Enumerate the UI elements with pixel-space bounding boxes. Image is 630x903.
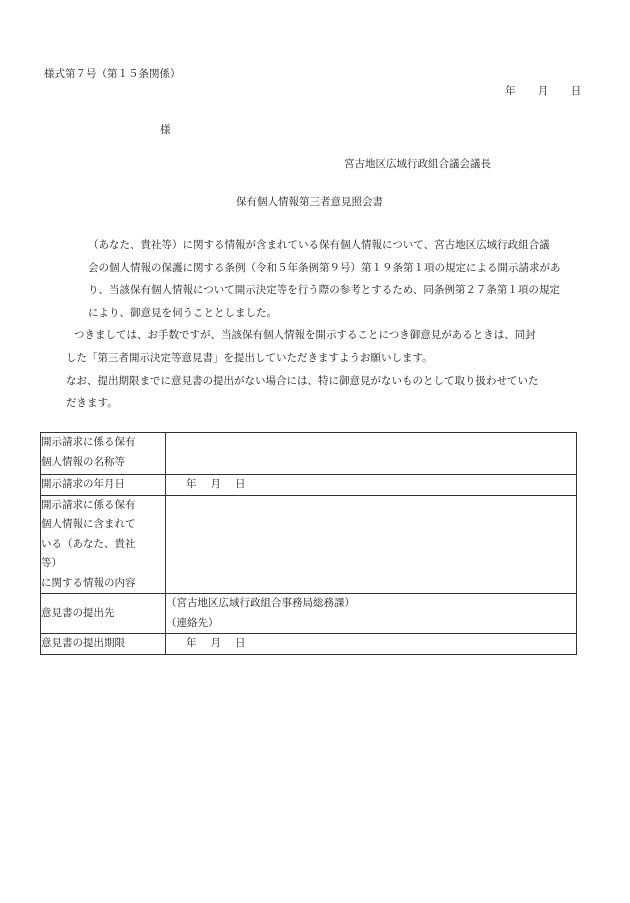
label-line: いる（あなた、貴社 (41, 537, 136, 550)
paragraph-2-line: した「第三者開示決定等意見書」を提出していただきますようお願いします。 (66, 351, 433, 364)
paragraph-1-line: り、当該保有個人情報について開示決定等を行う際の参考とするため、同条例第２７条第１項の規定 (88, 284, 560, 297)
row-value-request-date[interactable] (166, 475, 577, 496)
row-label-request-date: 開示請求の年月日 (41, 475, 166, 496)
request-date-fields (166, 475, 576, 495)
document-date (505, 86, 581, 97)
date-year: 年 (505, 85, 516, 97)
body-text (66, 234, 579, 415)
deadline-year: 年 (186, 637, 197, 649)
document-title: 保有個人情報第三者意見照会書 (236, 196, 383, 208)
sender-name: 宮古地区広域行政組合議会議長 (344, 158, 491, 170)
date-month: 月 (537, 85, 549, 97)
paragraph-3-line: なお、提出期限までに意見書の提出がない場合には、特に御意見がないものとして取り扱わせていた (66, 374, 539, 387)
paragraph-3 (66, 370, 579, 415)
label-line: 開示請求に係る保有 (41, 498, 136, 511)
paragraph-2 (66, 324, 579, 369)
row-label-info-name (41, 433, 166, 475)
row-label-submission-destination: 意見書の提出先 (41, 594, 166, 634)
destination-line: （連絡先） (166, 616, 219, 629)
paragraph-1 (66, 234, 579, 324)
deadline-month: 月 (210, 637, 221, 649)
request-date-year: 年 (186, 478, 197, 490)
row-label-info-content (41, 495, 166, 594)
deadline-day: 日 (235, 637, 246, 649)
table-row (41, 594, 577, 634)
info-table (40, 432, 577, 655)
paragraph-2-line: つきましては、お手数ですが、当該保有個人情報を開示することにつき御意見があるときは、同封 (74, 329, 536, 342)
table-row (41, 634, 577, 655)
form-number: 様式第７号（第１５条関係） (44, 68, 181, 80)
date-day: 日 (570, 85, 582, 97)
request-date-day: 日 (235, 478, 246, 490)
table-row (41, 433, 577, 475)
paragraph-1-line: （あなた、貴社等）に関する情報が含まれている保有個人情報について、宮古地区広域行政組合議 (88, 239, 550, 251)
label-line: 個人情報の名称等 (41, 455, 125, 468)
paragraph-3-line: だきます。 (66, 397, 118, 410)
request-date-month: 月 (210, 478, 221, 490)
row-value-info-name[interactable] (166, 433, 577, 475)
row-value-submission-destination (166, 594, 577, 634)
label-line: 開示請求に係る保有 (41, 436, 136, 448)
addressee-suffix: 様 (160, 124, 171, 136)
label-line: 個人情報に含まれて (41, 518, 136, 530)
table-row (41, 475, 577, 496)
destination-line: （宮古地区広域行政組合事務局総務課） (166, 597, 355, 609)
paragraph-1-line: により、御意見を伺うこととしました。 (88, 306, 277, 319)
row-label-submission-deadline: 意見書の提出期限 (41, 634, 166, 655)
label-line: 等） (41, 557, 62, 569)
row-value-submission-deadline[interactable] (166, 634, 577, 655)
table-row (41, 495, 577, 594)
label-line: に関する情報の内容 (41, 576, 136, 589)
deadline-date-fields (166, 634, 576, 654)
row-value-info-content[interactable] (166, 495, 577, 594)
paragraph-1-line: 会の個人情報の保護に関する条例（令和５年条例第９号）第１９条第１項の規定による開示請求があ (88, 261, 561, 274)
